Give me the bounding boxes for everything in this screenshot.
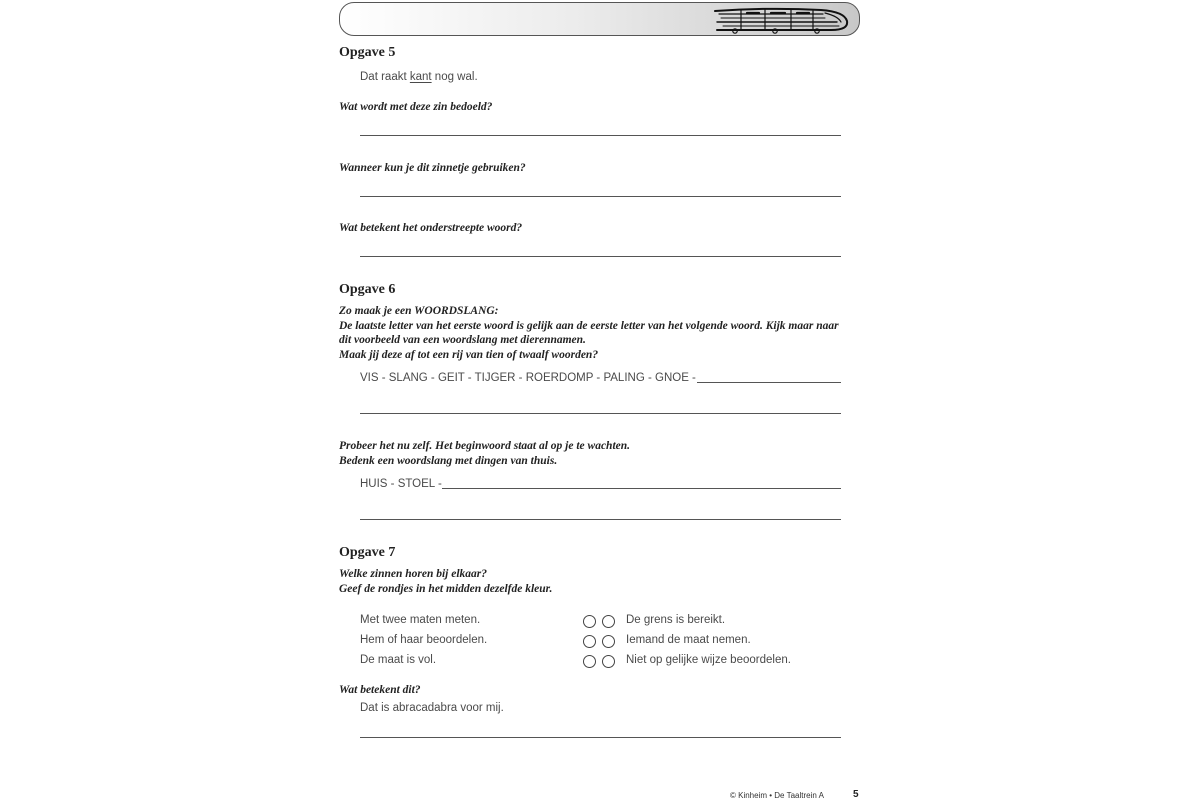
opgave5-sentence-post: nog wal. xyxy=(431,71,478,83)
opgave5-question-2: Wanneer kun je dit zinnetje gebruiken? xyxy=(339,162,526,174)
opgave7-heading: Opgave 7 xyxy=(339,545,396,560)
color-circle-left-1[interactable] xyxy=(583,615,596,628)
train-illustration xyxy=(713,5,853,35)
color-circle-left-3[interactable] xyxy=(583,655,596,668)
color-circle-right-3[interactable] xyxy=(602,655,615,668)
opgave5-question-3: Wat betekent het onderstreepte woord? xyxy=(339,222,523,234)
opgave6-instructions xyxy=(339,304,859,362)
opgave7-instructions xyxy=(339,567,859,596)
opgave5-heading: Opgave 5 xyxy=(339,45,396,60)
instruction-line: Maak jij deze af tot een rij van tien of twaalf woorden? xyxy=(339,348,599,361)
footer-copyright: © Kinheim • De Taaltrein A xyxy=(730,791,824,800)
woordslang-example: VIS - SLANG - GEIT - TIJGER - ROERDOMP - PALING - GNOE - xyxy=(360,372,696,384)
color-circle-left-2[interactable] xyxy=(583,635,596,648)
answer-line-8[interactable] xyxy=(360,737,841,738)
opgave7-sentence: Dat is abracadabra voor mij. xyxy=(360,702,504,714)
opgave5-question-1: Wat wordt met deze zin bedoeld? xyxy=(339,101,493,113)
answer-line-2[interactable] xyxy=(360,196,841,197)
left-phrase-2: Hem of haar beoordelen. xyxy=(360,634,488,646)
woordslang-start: HUIS - STOEL - xyxy=(360,478,442,490)
opgave7-question: Wat betekent dit? xyxy=(339,684,421,696)
instruction-line: dit voorbeeld van een woordslang met dierennamen. xyxy=(339,334,586,346)
answer-line-5[interactable] xyxy=(360,413,841,414)
opgave6-instructions-2 xyxy=(339,439,859,468)
header-bar xyxy=(339,2,860,36)
instruction-line: Zo maak je een WOORDSLANG: xyxy=(339,305,499,317)
right-phrase-2: Iemand de maat nemen. xyxy=(626,634,751,646)
right-phrase-3: Niet op gelijke wijze beoordelen. xyxy=(626,654,791,666)
instruction-line: Bedenk een woordslang met dingen van thuis. xyxy=(339,454,558,467)
left-phrase-3: De maat is vol. xyxy=(360,654,437,666)
color-circle-right-1[interactable] xyxy=(602,615,615,628)
answer-line-1[interactable] xyxy=(360,135,841,136)
opgave5-sentence xyxy=(360,71,478,83)
answer-line-7[interactable] xyxy=(360,519,841,520)
instruction-line: De laatste letter van het eerste woord is gelijk aan de eerste letter van het volgende woord. Kijk maar naar xyxy=(339,319,839,332)
left-phrase-1: Met twee maten meten. xyxy=(360,614,481,626)
instruction-line: Welke zinnen horen bij elkaar? xyxy=(339,568,488,580)
instruction-line: Geef de rondjes in het midden dezelfde kleur. xyxy=(339,582,553,595)
opgave5-underlined-word: kant xyxy=(409,71,432,83)
right-phrase-1: De grens is bereikt. xyxy=(626,614,726,626)
color-circle-right-2[interactable] xyxy=(602,635,615,648)
answer-line-3[interactable] xyxy=(360,256,841,257)
page-number: 5 xyxy=(853,789,859,800)
opgave6-heading: Opgave 6 xyxy=(339,282,396,297)
instruction-line: Probeer het nu zelf. Het beginwoord staat al op je te wachten. xyxy=(339,440,631,452)
answer-line-6[interactable] xyxy=(442,488,841,489)
answer-line-4[interactable] xyxy=(697,382,841,383)
opgave5-sentence-pre: Dat raakt xyxy=(360,71,410,83)
